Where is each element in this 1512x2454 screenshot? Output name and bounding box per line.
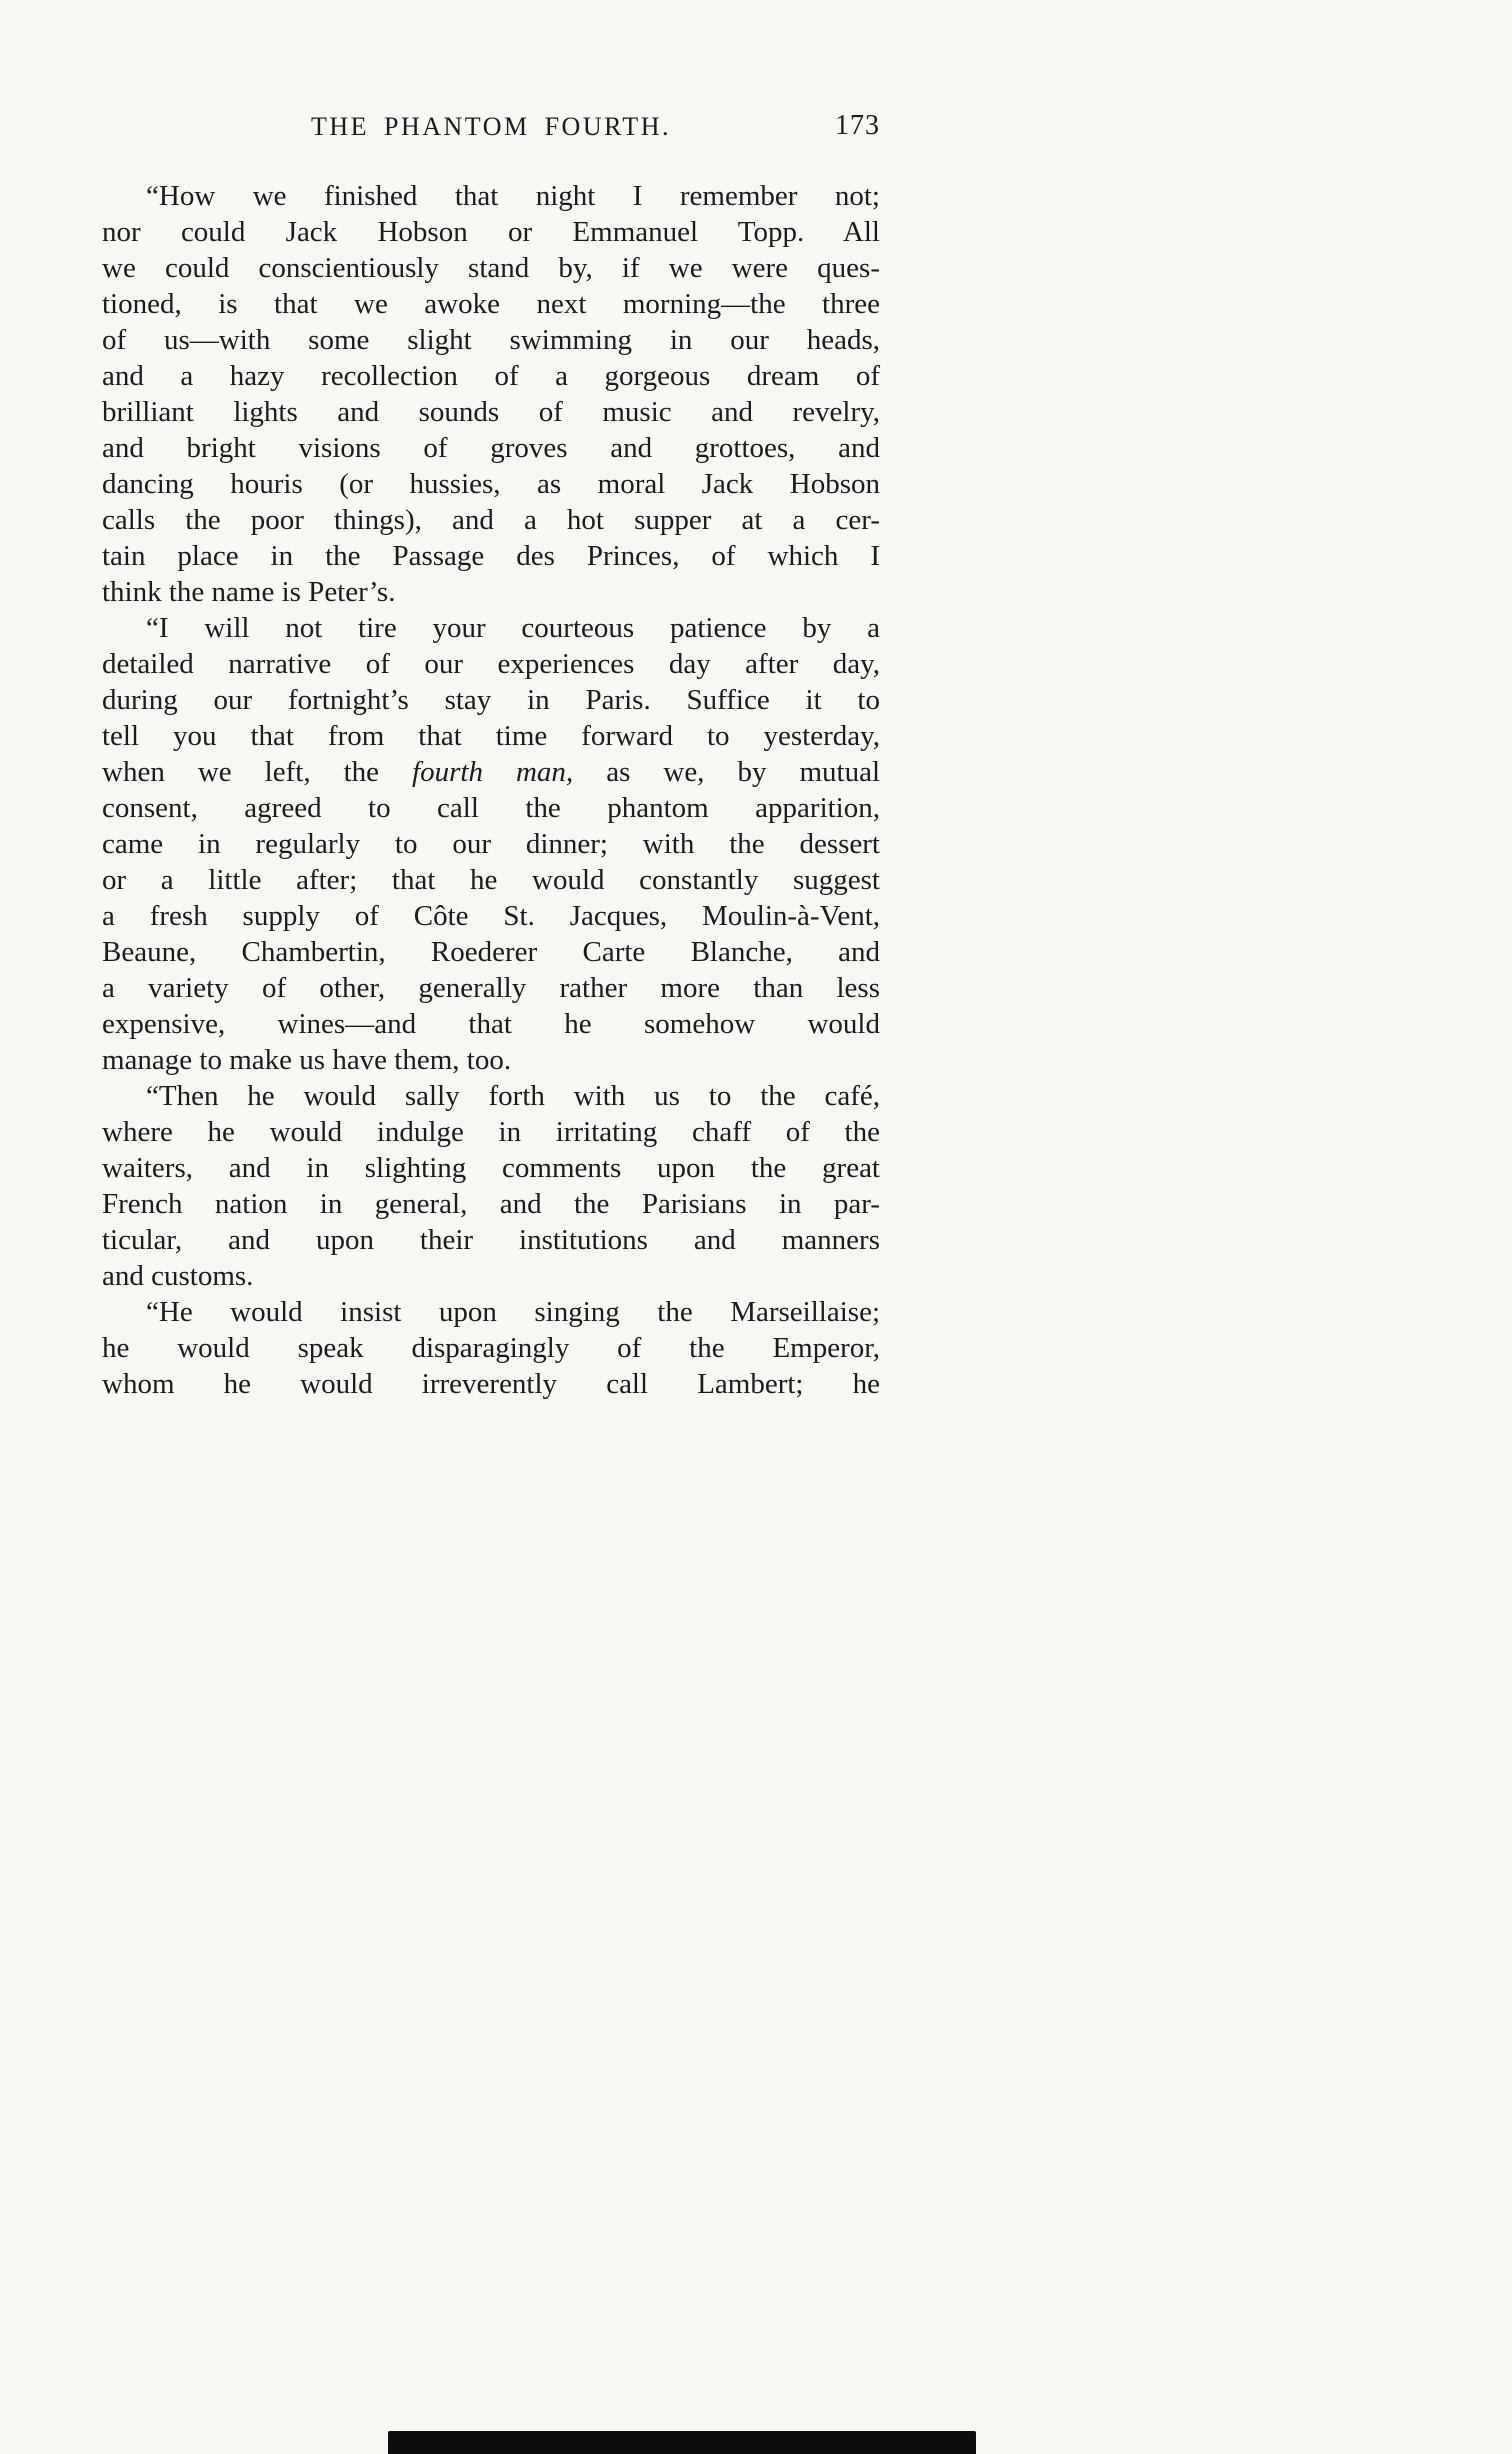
- text-line: [102, 286, 880, 322]
- text-run: dancing houris (or hussies, as moral Jack Hobson: [102, 468, 880, 500]
- text-run: where he would indulge in irritating chaff of the: [102, 1116, 880, 1148]
- text-line: [102, 898, 880, 934]
- text-run: of us—with some slight swimming in our heads,: [102, 324, 880, 356]
- text-run: as we, by mutual: [573, 756, 881, 788]
- text-line: [102, 1366, 880, 1402]
- text-run: brilliant lights and sounds of music and revelry,: [102, 396, 880, 428]
- text-run: during our fortnight’s stay in Paris. Suffice it to: [102, 684, 880, 716]
- italic-text-run: fourth man,: [412, 756, 574, 788]
- text-line: [102, 214, 880, 250]
- text-line: [102, 538, 880, 574]
- text-line: [102, 250, 880, 286]
- text-line: [102, 358, 880, 394]
- text-line: [102, 394, 880, 430]
- scan-artifact-bar: [388, 2431, 976, 2454]
- text-run: and customs.: [102, 1260, 254, 1292]
- text-line: [102, 178, 880, 214]
- text-line: [102, 718, 880, 754]
- text-run: waiters, and in slighting comments upon the great: [102, 1152, 880, 1184]
- text-run: manage to make us have them, too.: [102, 1044, 512, 1076]
- text-line: [102, 1258, 880, 1294]
- text-line: [102, 862, 880, 898]
- text-line: [102, 322, 880, 358]
- text-line: [102, 790, 880, 826]
- running-title: THE PHANTOM FOURTH.: [310, 112, 672, 141]
- text-run: expensive, wines—and that he somehow would: [102, 1008, 880, 1040]
- text-run: when we left, the: [102, 756, 413, 788]
- text-line: [102, 1222, 880, 1258]
- text-line: [102, 1330, 880, 1366]
- text-line: [102, 1150, 880, 1186]
- text-line: [102, 502, 880, 538]
- body-text: [102, 178, 880, 1402]
- text-run: he would speak disparagingly of the Emperor,: [102, 1332, 880, 1364]
- text-run: “Then he would sally forth with us to the café,: [146, 1080, 880, 1112]
- paragraph: [102, 1078, 880, 1294]
- text-line: [102, 754, 880, 790]
- text-line: [102, 1078, 880, 1114]
- text-run: tioned, is that we awoke next morning—the three: [102, 288, 880, 320]
- text-line: [102, 610, 880, 646]
- text-line: [102, 826, 880, 862]
- text-run: think the name is Peter’s.: [102, 576, 396, 608]
- text-run: we could conscientiously stand by, if we were ques-: [102, 252, 880, 284]
- text-run: and bright visions of groves and grottoes, and: [102, 432, 880, 464]
- text-run: “How we finished that night I remember not;: [146, 180, 880, 212]
- text-run: detailed narrative of our experiences day after day,: [102, 648, 880, 680]
- text-run: consent, agreed to call the phantom apparition,: [102, 792, 880, 824]
- text-line: [102, 1114, 880, 1150]
- text-run: whom he would irreverently call Lambert; he: [102, 1368, 880, 1400]
- text-line: [102, 646, 880, 682]
- text-run: calls the poor things), and a hot supper at a cer-: [102, 504, 880, 536]
- text-run: a variety of other, generally rather more than less: [102, 972, 880, 1004]
- text-run: a fresh supply of Côte St. Jacques, Moulin-à-Vent,: [102, 900, 880, 932]
- paragraph: [102, 1294, 880, 1402]
- text-line: [102, 1006, 880, 1042]
- text-line: [102, 430, 880, 466]
- text-line: [102, 934, 880, 970]
- text-run: and a hazy recollection of a gorgeous dream of: [102, 360, 880, 392]
- text-block: [102, 112, 880, 1402]
- text-line: [102, 1186, 880, 1222]
- text-run: nor could Jack Hobson or Emmanuel Topp. All: [102, 216, 880, 248]
- text-run: French nation in general, and the Parisians in par-: [102, 1188, 880, 1220]
- text-run: came in regularly to our dinner; with the dessert: [102, 828, 880, 860]
- text-run: “He would insist upon singing the Marseillaise;: [146, 1296, 880, 1328]
- text-line: [102, 1042, 880, 1078]
- text-run: tell you that from that time forward to yesterday,: [102, 720, 880, 752]
- text-run: Beaune, Chambertin, Roederer Carte Blanche, and: [102, 936, 880, 968]
- text-run: ticular, and upon their institutions and manners: [102, 1224, 880, 1256]
- page-header: [102, 112, 880, 152]
- paragraph: [102, 178, 880, 610]
- text-line: [102, 1294, 880, 1330]
- paragraph: [102, 610, 880, 1078]
- text-run: tain place in the Passage des Princes, of which I: [102, 540, 880, 572]
- page-number: 173: [835, 110, 880, 141]
- text-line: [102, 574, 880, 610]
- text-line: [102, 682, 880, 718]
- text-line: [102, 970, 880, 1006]
- text-run: or a little after; that he would constantly suggest: [102, 864, 880, 896]
- text-run: “I will not tire your courteous patience by a: [146, 612, 880, 644]
- text-line: [102, 466, 880, 502]
